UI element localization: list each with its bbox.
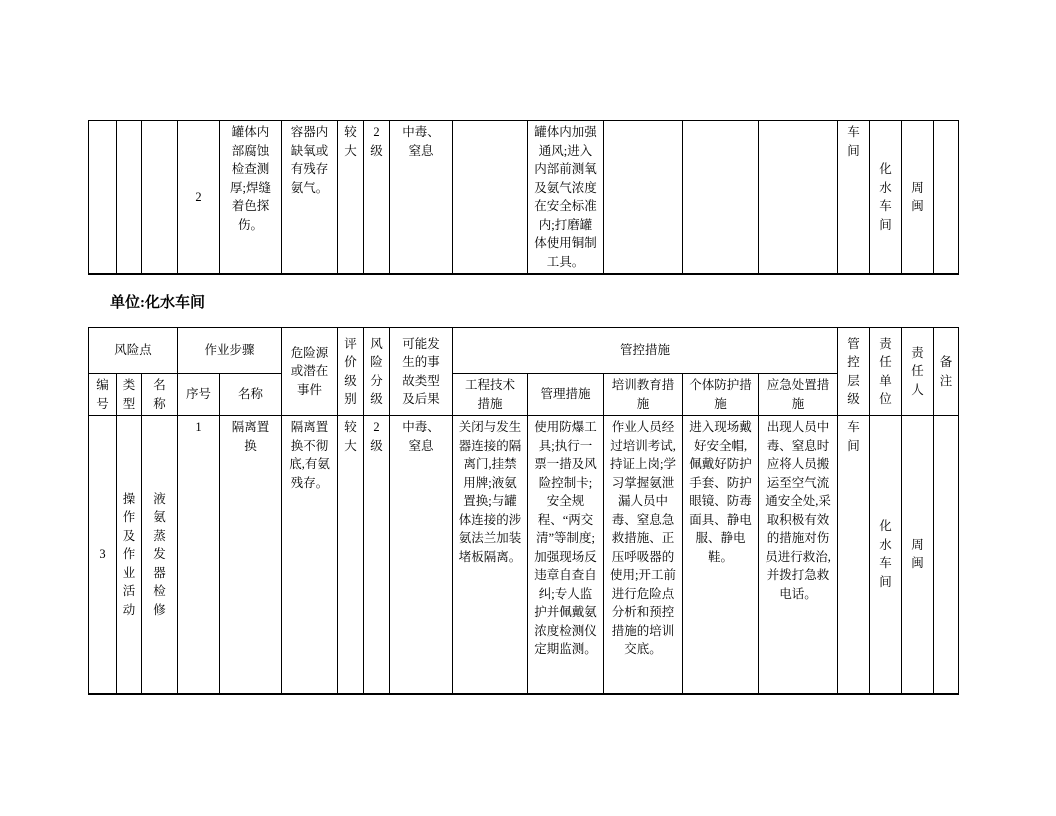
header-type [117, 374, 142, 416]
cell-name [142, 416, 178, 694]
cell-eval-level-text: 较大 [344, 420, 357, 453]
table-row [89, 416, 959, 694]
resp-unit-text: 化水车间 [879, 162, 892, 232]
unit-heading: 单位:化水车间 [110, 295, 205, 311]
header-hazard: 危险源或潜在事件 [282, 328, 338, 416]
header-resp-unit [870, 328, 902, 416]
header-ppe: 个体防护措施 [683, 374, 759, 416]
carryover-table [88, 120, 959, 275]
header-engineering: 工程技术措施 [453, 374, 528, 416]
sub-header-row [89, 374, 959, 416]
carry-cell-step-name: 罐体内部腐蚀检查测厚;焊缝着色探伤。 [220, 121, 282, 275]
eval-level-text: 较大 [344, 125, 357, 158]
group-header-row [89, 328, 959, 374]
carry-cell-name [142, 121, 178, 275]
header-step-name: 名称 [220, 374, 282, 416]
cell-step-name: 隔离置换 [220, 416, 282, 694]
header-no-text: 编号 [96, 378, 109, 411]
control-level-text: 车间 [847, 125, 860, 158]
header-step-no: 序号 [178, 374, 220, 416]
cell-step-no: 1 [178, 416, 220, 694]
header-risk-point: 风险点 [89, 328, 178, 374]
header-name-text: 名称 [153, 378, 166, 411]
header-emergency: 应急处置措施 [759, 374, 838, 416]
carry-cell-ppe [683, 121, 759, 275]
cell-no: 3 [89, 416, 117, 694]
cell-control-level-text: 车间 [847, 420, 860, 453]
cell-remark [934, 416, 959, 694]
header-remark-text: 备注 [939, 355, 953, 388]
cell-resp-unit [870, 416, 902, 694]
header-no [89, 374, 117, 416]
carryover-row [89, 121, 959, 275]
carry-cell-resp-unit [870, 121, 902, 275]
carry-cell-step-no: 2 [178, 121, 220, 275]
risk-table [88, 327, 959, 695]
cell-hazard: 隔离置换不彻底,有氨残存。 [282, 416, 338, 694]
header-work-steps: 作业步骤 [178, 328, 282, 374]
header-eval-level-text: 评价级别 [344, 336, 357, 406]
cell-emergency: 出现人员中毒、窒息时应将人员搬运至空气流通安全处,采取积极有效的措施对伤员进行救治,并拨打急救电话。 [759, 416, 838, 694]
cell-resp-person-text: 周闽 [911, 537, 924, 571]
carry-cell-resp-person [902, 121, 934, 275]
header-resp-unit-text: 责任单位 [879, 336, 892, 406]
header-accident: 可能发生的事故类型及后果 [390, 328, 453, 416]
cell-engineering: 关闭与发生器连接的隔离门,挂禁用牌;液氨置换;与罐体连接的涉氨法兰加装堵板隔离。 [453, 416, 528, 694]
header-control-level-text: 管控层级 [847, 336, 860, 406]
carry-cell-emergency [759, 121, 838, 275]
header-eval-level [338, 328, 364, 416]
cell-control-level [838, 416, 870, 694]
header-risk-grade-text: 风险分级 [370, 336, 383, 406]
resp-person-text: 周闽 [911, 180, 924, 213]
carry-cell-management: 罐体内加强通风;进入内部前测氧及氨气浓度在安全标准内;打磨罐体使用铜制工具。 [528, 121, 604, 275]
cell-type [117, 416, 142, 694]
header-remark [934, 328, 959, 416]
carry-cell-remark [934, 121, 959, 275]
header-name [142, 374, 178, 416]
header-control-measures: 管控措施 [453, 328, 838, 374]
carry-cell-control-level [838, 121, 870, 275]
header-control-level [838, 328, 870, 416]
cell-risk-grade-text: 2级 [370, 420, 383, 453]
carry-cell-hazard: 容器内缺氧或有残存氨气。 [282, 121, 338, 275]
carry-cell-engineering [453, 121, 528, 275]
carry-cell-type [117, 121, 142, 275]
risk-grade-text: 2级 [370, 125, 383, 158]
header-risk-grade [364, 328, 390, 416]
cell-resp-person [902, 416, 934, 694]
header-resp-person-text: 责任人 [911, 345, 924, 397]
header-training: 培训教育措施 [604, 374, 683, 416]
header-management: 管理措施 [528, 374, 604, 416]
carry-cell-accident: 中毒、窒息 [390, 121, 453, 275]
carry-cell-eval-level [338, 121, 364, 275]
cell-name-text: 液氨蒸发器检修 [153, 491, 166, 617]
cell-accident: 中毒、窒息 [390, 416, 453, 694]
cell-risk-grade [364, 416, 390, 694]
cell-resp-unit-text: 化水车间 [879, 519, 892, 589]
cell-training: 作业人员经过培训考试,持证上岗;学习掌握氨泄漏人员中毒、窒息急救措施、正压呼吸器的使用;开工前进行危险点分析和预控措施的培训交底。 [604, 416, 683, 694]
carry-cell-risk-grade [364, 121, 390, 275]
cell-eval-level [338, 416, 364, 694]
header-type-text: 类型 [122, 378, 136, 411]
cell-management: 使用防爆工具;执行一票一措及风险控制卡;安全规程、“两交清”等制度;加强现场反违章自查自纠;专人监护并佩戴氨浓度检测仪定期监测。 [528, 416, 604, 694]
carry-cell-training [604, 121, 683, 275]
cell-ppe: 进入现场戴好安全帽,佩戴好防护手套、防护眼镜、防毒面具、静电服、静电鞋。 [683, 416, 759, 694]
carry-cell-no [89, 121, 117, 275]
header-resp-person [902, 328, 934, 416]
cell-type-text: 操作及作业活动 [122, 491, 136, 617]
